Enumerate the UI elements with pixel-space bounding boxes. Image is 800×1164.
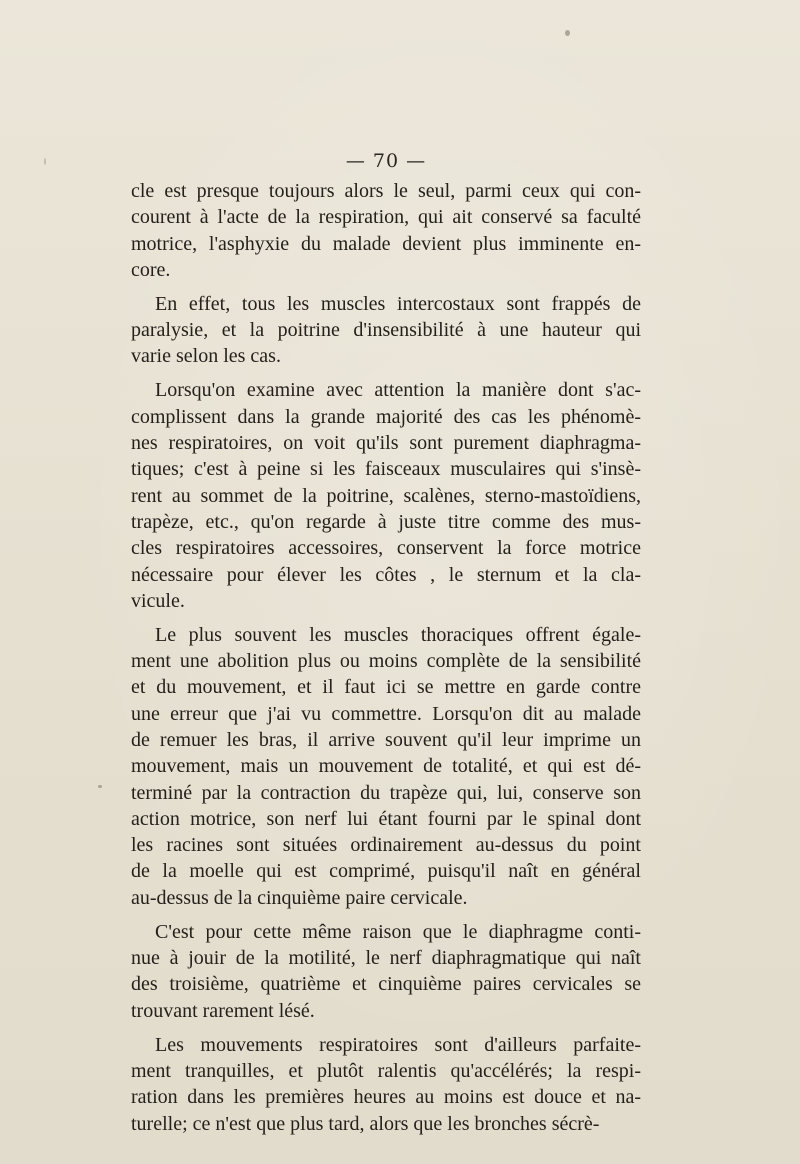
text-line: rent au sommet de la poitrine, scalènes, sterno-mastoïdiens,	[131, 484, 641, 507]
paragraph	[131, 919, 641, 1024]
text-line: action motrice, son nerf lui étant fourni par le spinal dont	[131, 807, 641, 830]
text-line: des troisième, quatrième et cinquième paires cervicales se	[131, 973, 641, 996]
text-line: Le plus souvent les muscles thoraciques offrent égale-	[155, 623, 641, 646]
paper-speck	[98, 785, 102, 788]
text-line: ment tranquilles, et plutôt ralentis qu'accélérés; la respi-	[131, 1059, 641, 1082]
text-line: trouvant rarement lésé.	[131, 999, 315, 1022]
text-line: complissent dans la grande majorité des cas les phénomè-	[131, 405, 641, 428]
text-line: nes respiratoires, on voit qu'ils sont purement diaphragma-	[131, 432, 641, 455]
paragraph	[131, 1032, 641, 1137]
text-line: vicule.	[131, 589, 185, 612]
paper-speck	[565, 30, 570, 36]
page-number: — 70 —	[345, 150, 427, 172]
text-line: C'est pour cette même raison que le diaphragme conti-	[155, 920, 641, 943]
text-line: cle est presque toujours alors le seul, parmi ceux qui con-	[131, 180, 641, 202]
text-line: de la moelle qui est comprimé, puisqu'il naît en général	[131, 860, 641, 883]
text-line: En effet, tous les muscles intercostaux sont frappés de	[155, 292, 641, 315]
text-line: une erreur que j'ai vu commettre. Lorsqu'on dit au malade	[131, 702, 641, 725]
text-line: varie selon les cas.	[131, 345, 281, 368]
text-line: de remuer les bras, il arrive souvent qu'il leur imprime un	[131, 729, 641, 751]
text-line: trapèze, etc., qu'on regarde à juste titre comme des mus-	[131, 510, 641, 533]
text-line: cles respiratoires accessoires, conservent la force motrice	[131, 537, 641, 560]
paragraph	[131, 178, 641, 283]
paragraph	[131, 291, 641, 370]
text-line: motrice, l'asphyxie du malade devient plus imminente en-	[131, 232, 641, 255]
text-line: les racines sont situées ordinairement au-dessus du point	[131, 834, 641, 857]
text-line: paralysie, et la poitrine d'insensibilité à une hauteur qui	[131, 319, 641, 342]
text-line: et du mouvement, et il faut ici se mettre en garde contre	[131, 676, 641, 699]
text-line: Lorsqu'on examine avec attention la manière dont s'ac-	[155, 379, 641, 402]
text-line: Les mouvements respiratoires sont d'ailleurs parfaite-	[155, 1033, 641, 1056]
text-line: tiques; c'est à peine si les faisceaux musculaires qui s'insè-	[131, 458, 641, 481]
body-text	[131, 178, 641, 1145]
paragraph	[131, 622, 641, 911]
text-line: terminé par la contraction du trapèze qui, lui, conserve son	[131, 781, 641, 804]
text-line: ment une abolition plus ou moins complète de la sensibilité	[131, 650, 641, 673]
text-line: au-dessus de la cinquième paire cervicale.	[131, 886, 468, 909]
text-line: core.	[131, 258, 171, 281]
paragraph	[131, 377, 641, 614]
text-line: turelle; ce n'est que plus tard, alors que les bronches sécrè-	[131, 1112, 600, 1135]
text-line: mouvement, mais un mouvement de totalité, et qui est dé-	[131, 755, 641, 778]
text-line: courent à l'acte de la respiration, qui ait conservé sa faculté	[131, 206, 641, 229]
text-line: nécessaire pour élever les côtes , le sternum et la cla-	[131, 563, 641, 586]
text-line: ration dans les premières heures au moins est douce et na-	[131, 1086, 641, 1109]
text-line: nue à jouir de la motilité, le nerf diaphragmatique qui naît	[131, 947, 641, 970]
